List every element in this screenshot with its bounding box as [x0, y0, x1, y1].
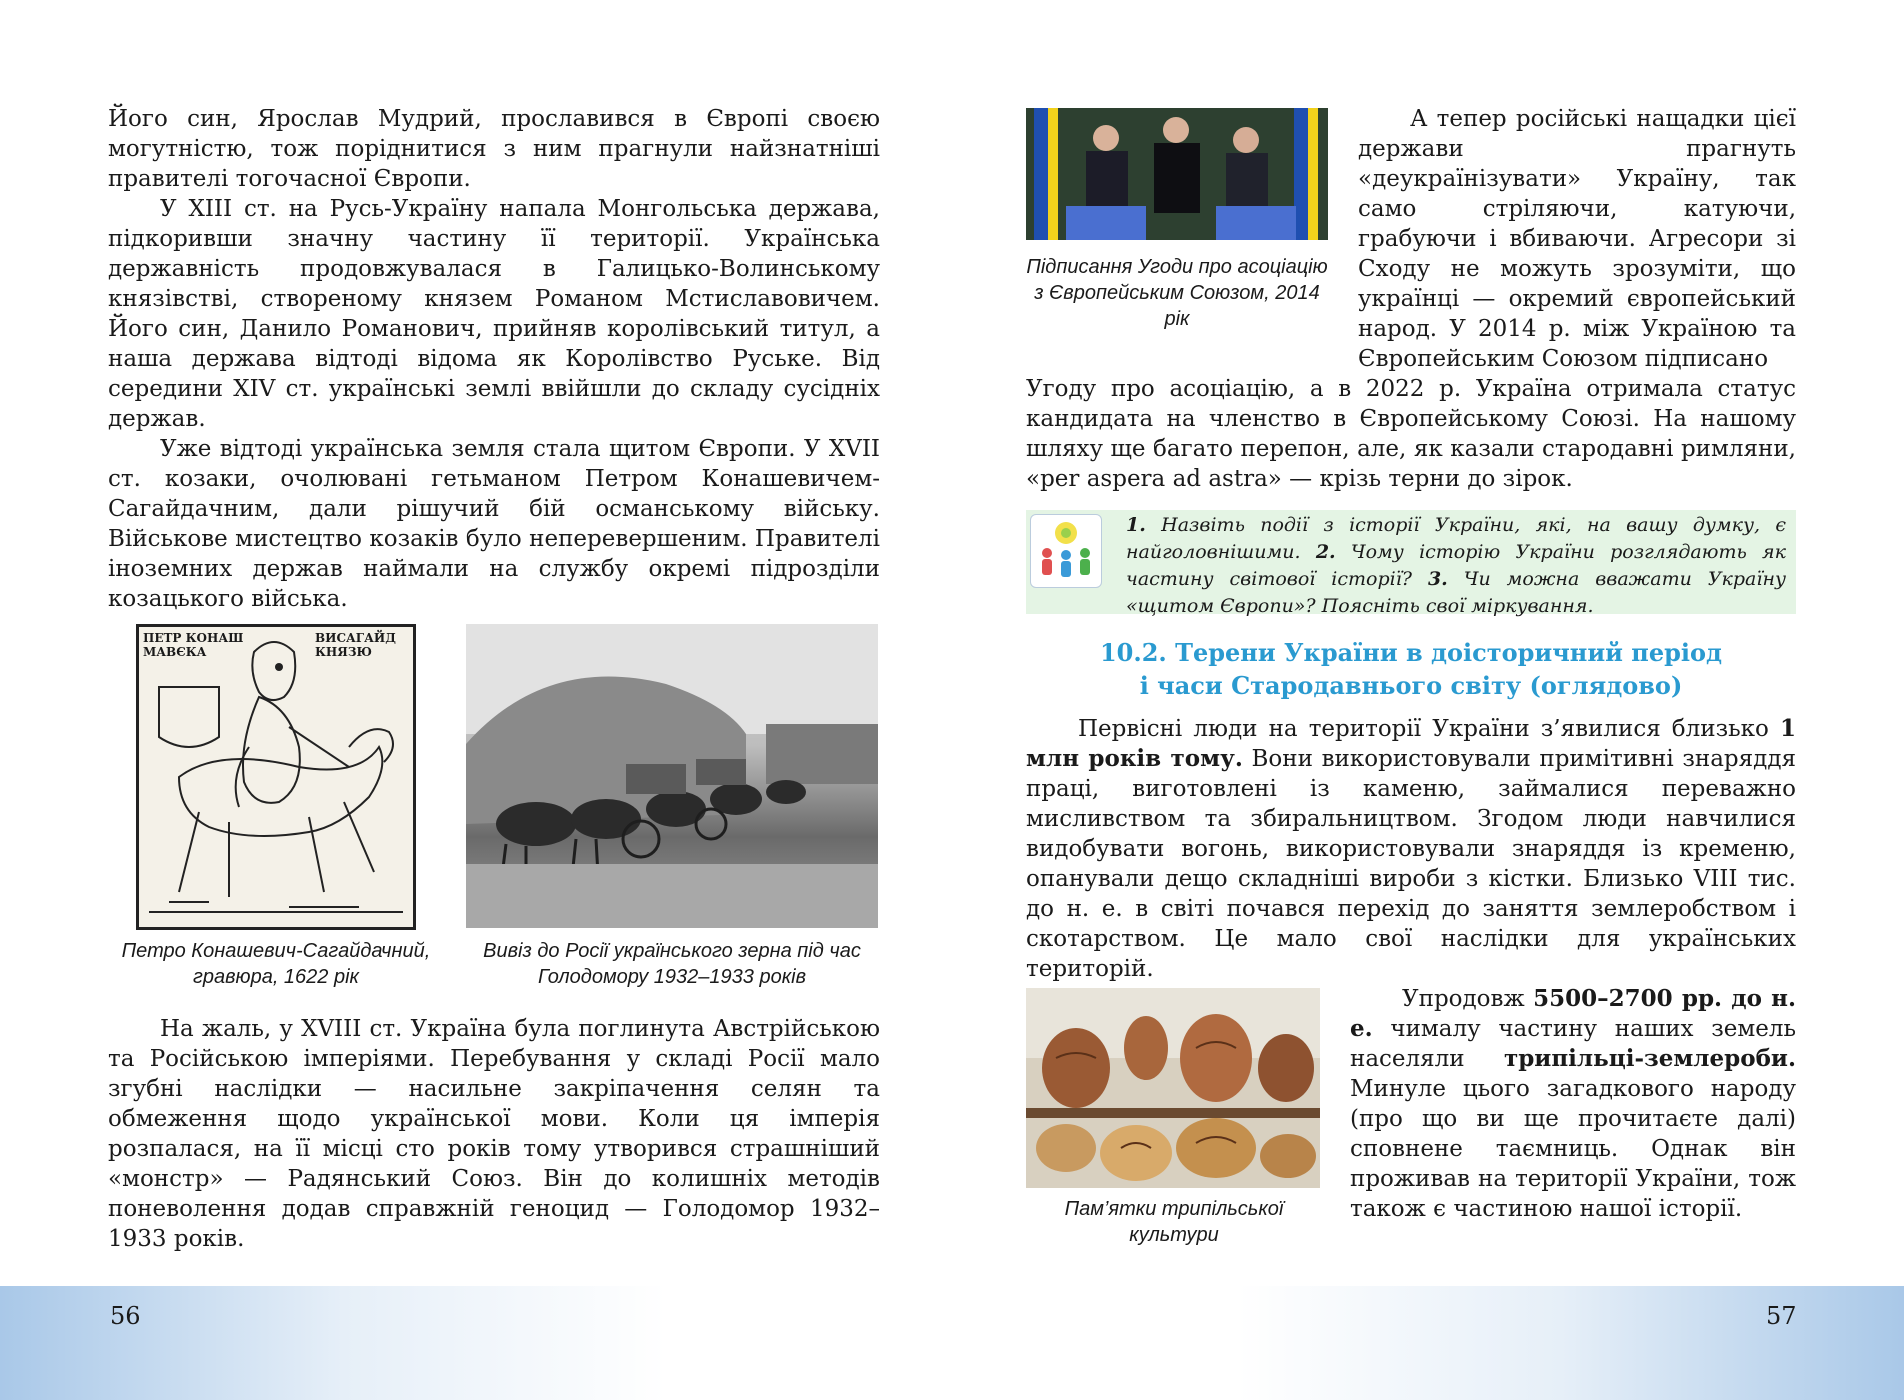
right-column-continuation — [1026, 374, 1796, 494]
paragraph — [1350, 984, 1796, 1224]
right-column-beside-pottery — [1350, 984, 1796, 1224]
question-number: 3. — [1427, 568, 1448, 590]
paragraph: Уже відтоді українська земля стала щитом Європи. У XVII ст. козаки, очолювані гетьманом Петром Конашевичем-Сагайдачним, дали рішучий бій османському війську. Військове мистецтво козаків було неперевершеним. Правителі іноземних держав наймали на службу окремі підрозділи козацького війська. — [108, 436, 880, 612]
rider-engraving-icon — [139, 627, 413, 927]
figure-caption: Пам’ятки трипільської культури — [1064, 1198, 1284, 1246]
left-column-top — [108, 104, 880, 614]
signing-ceremony-photo-icon — [1026, 108, 1328, 240]
question-2: Чому історію України розглядають як частину світової історії? — [1126, 541, 1786, 590]
engraving-inscription-right: ВИСАГАЙД КНЯЗЮ — [315, 631, 396, 659]
question-3: Чи можна вважати Україну «щитом Європи»? Поясніть свої міркування. — [1126, 568, 1787, 617]
heading-line: і часи Стародавнього світу (оглядово) — [1139, 671, 1683, 700]
page-number-right: 57 — [1766, 1302, 1797, 1330]
bold-text: 1 млн років тому. — [1026, 715, 1796, 772]
paragraph: На жаль, у XVIII ст. Україна була поглинута Австрійською та Російською імперіями. Перебування у складі Росії мало згубні наслідки — насильне закріпачення селян та обмеження щодо української мови. Коли ця імперія розпалася, на її місці сто років тому утворився страшніший «монстр» — Радянський Союз. Він до колишніх методів поневолення додав справжній геноцид — Голодомор 1932–1933 років. — [108, 1016, 880, 1252]
bold-text: трипільці-землероби. — [1503, 1045, 1796, 1072]
section-heading — [1026, 636, 1796, 702]
figure-caption: Підписання Угоди про асоціацію з Європейським Союзом, 2014 рік — [1026, 256, 1328, 330]
paragraph — [1026, 714, 1796, 984]
signing-photo — [1026, 108, 1328, 240]
text-run: Вони використовували примітивні знаряддя праці, виготовлені із каменю, займалися переважно мисливством та збиральництвом. Згодом люди навчилися видобувати вогонь, використовували знаряддя із кременю, опанували дещо складніші вироби з кістки. Близько VIII тис. до н. е. в світі почався перехід до заняття землеробством і скотарством. Це мало свої наслідки для українських територій. — [1026, 746, 1797, 982]
heading-line: 10.2. Терени України в доісторичний період — [1099, 638, 1723, 667]
cart-convoy-photo-icon — [466, 624, 878, 928]
question-1: Назвіть події з історії України, які, на вашу думку, є найголовнішими. — [1126, 514, 1786, 563]
questions-text — [1126, 512, 1786, 620]
trypillia-pottery-photo — [1026, 988, 1320, 1188]
text-run: Первісні люди на території України з’явилися близько — [1078, 716, 1769, 742]
text-run: Минуле цього загадкового народу (про що ви ще прочитаєте далі) сповнене таємниць. Однак він проживав на території України, тож також є частиною нашої історії. — [1350, 1076, 1796, 1222]
page-number-left: 56 — [110, 1302, 141, 1330]
paragraph: Його син, Ярослав Мудрий, прославився в Європі своєю могутністю, тож поріднитися з ним прагнули найзнатніші правителі тогочасної Європи. — [108, 106, 880, 192]
bold-text: 5500–2700 рр. до н. е. — [1350, 985, 1796, 1042]
paragraph: У XIII ст. на Русь-Україну напала Монгольська держава, підкоривши значну частину її території. Українська державність продовжувалася в Галицько-Волинському князівстві, створеному князем Романом Мстиславовичем. Його син, Данило Романович, прийняв королівський титул, а наша держава відтоді відома як Королівство Руське. Від середини XIV ст. українські землі ввійшли до складу сусідніх держав. — [108, 196, 880, 432]
engraving-image — [136, 624, 416, 930]
engraving-inscription-left: ПЕТР КОНАШ МАВЄКА — [143, 631, 244, 659]
question-number: 2. — [1315, 541, 1336, 563]
footer-band — [0, 1286, 1904, 1400]
paragraph: А тепер російські нащадки цієї держави прагнуть «деукраїнізувати» Україну, так само стріляючи, катуючи, грабуючи і вбиваючи. Агресори зі Сходу не можуть зрозуміти, що українці — окремий європейський народ. У 2014 р. між Україною та Європейським Союзом підписано — [1358, 106, 1796, 372]
holodomor-photo — [466, 624, 878, 928]
text-run: чималу частину наших земель населяли — [1350, 1016, 1797, 1072]
figure-caption: Петро Конашевич-Сагайдачний, гравюра, 1622 рік — [121, 940, 431, 988]
group-discussion-icon — [1031, 515, 1101, 587]
text-run: Упродовж — [1402, 986, 1525, 1012]
right-column-beside-photo — [1358, 104, 1796, 374]
paragraph: Угоду про асоціацію, а в 2022 р. Україна отримала статус кандидата на членство в Європейському Союзі. На нашому шляху ще багато перепон, але, як казали стародавні римляни, «per aspera ad astra» — крізь терни до зірок. — [1026, 376, 1796, 492]
question-number: 1. — [1126, 514, 1146, 536]
figure-caption: Вивіз до Росії українського зерна під час Голодомору 1932–1933 років — [483, 940, 861, 988]
right-column-section — [1026, 714, 1796, 984]
left-column-bottom — [108, 1014, 880, 1254]
questions-icon — [1030, 514, 1102, 588]
pottery-photo-icon — [1026, 988, 1320, 1188]
